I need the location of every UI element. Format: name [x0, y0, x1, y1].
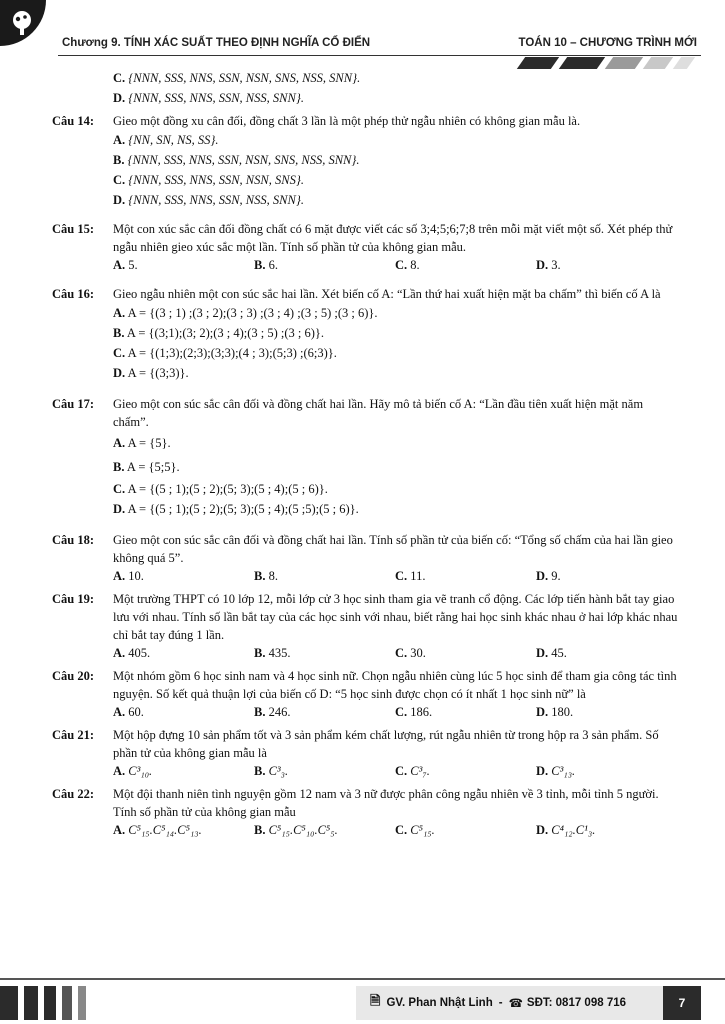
footer-rule	[0, 978, 725, 980]
option-line: B. {NNN, SSS, NNS, SSN, NSN, SNS, NSS, SNN}.	[113, 153, 360, 167]
teacher-name: GV. Phan Nhật Linh	[386, 997, 493, 1009]
header-rule	[58, 55, 701, 56]
option-line: A. A = {(3 ; 1) ;(3 ; 2);(3 ; 3) ;(3 ; 4) ;(3 ; 5) ;(3 ; 6)}.	[113, 306, 378, 320]
option-line: D. A = {(5 ; 1);(5 ; 2);(5; 3);(5 ; 4);(5 ;5);(5 ; 6)}.	[113, 502, 359, 516]
question: Câu 14: Gieo một đồng xu cân đối, đồng chất 3 lần là một phép thử ngẫu nhiên có không gian mẫu là.	[52, 114, 581, 128]
option-row: A. 5. B. 6. C. 8. D. 3.	[113, 258, 561, 272]
course-title: TOÁN 10 – CHƯƠNG TRÌNH MỚI	[518, 37, 697, 49]
question: Câu 21: Một hộp đựng 10 sản phẩm tốt và 3 sản phẩm kém chất lượng, rút ngẫu nhiên từ trong hộp ra 3 sản phẩm. Số phần tử của không gian mẫu là	[52, 728, 659, 760]
option-row: A. 405. B. 435. C. 30. D. 45.	[113, 646, 567, 660]
page-number: 7	[663, 986, 701, 1020]
option-row: A. C³₁₀. B. C³₃. C. C³₇. D. C³₁₃.	[113, 764, 576, 778]
question: Câu 15: Một con xúc sắc cân đối đồng chất có 6 mặt được viết các số 3;4;5;6;7;8 trên mỗi mặt viết một số. Xét phép thử ngẫu nhiên gieo xúc sắc một lần. Tính số phần tử của không gian mẫu.	[52, 222, 673, 254]
option-line: C. {NNN, SSS, NNS, SSN, NSN, SNS}.	[113, 173, 304, 187]
option-line: D. {NNN, SSS, NNS, SSN, NSS, SNN}.	[113, 193, 304, 207]
question: Câu 18: Gieo một con súc sắc cân đối và đồng chất hai lần. Tính số phần tử của biến cố: “Tổng số chấm của hai lần gieo không quá 5”.	[52, 533, 673, 565]
document-icon: 🗎	[370, 993, 381, 1008]
option-line: A. A = {5}.	[113, 436, 171, 450]
question: Câu 19: Một trường THPT có 10 lớp 12, mỗi lớp cử 3 học sinh tham gia vẽ tranh cổ động. Các lớp tiến hành bắt tay giao lưu với nhau. Tính số lần bắt tay của các học sinh với nhau, biết rằng hai học sinh khác nhau ở hai lớp khác nhau chỉ bắt tay đúng 1 lần.	[52, 592, 678, 642]
questions-body	[52, 68, 678, 840]
option-row: A. C⁵₁₅.C⁵₁₄.C⁵₁₃. B. C⁵₁₅.C⁵₁₀.C⁵₅. C. C⁵₁₅. D. C⁴₁₂.C¹₃.	[113, 823, 596, 837]
option-row: A. 60. B. 246. C. 186. D. 180.	[113, 705, 574, 719]
phone-icon: ☎	[508, 998, 523, 1010]
option-line: C. {NNN, SSS, NNS, SSN, NSN, SNS, NSS, SNN}.	[113, 71, 361, 85]
question: Câu 20: Một nhóm gồm 6 học sinh nam và 4 học sinh nữ. Chọn ngẫu nhiên cùng lúc 5 học sinh để tham gia công tác tình nguyện. Số kết quả thuận lợi của biến cố D: “5 học sinh được chọn có ít nhất 1 học sinh nữ” là	[52, 669, 677, 701]
option-row: A. 10. B. 8. C. 11. D. 9.	[113, 569, 561, 583]
option-line: C. A = {(1;3);(2;3);(3;3);(4 ; 3);(5;3) ;(6;3)}.	[113, 346, 337, 360]
option-line: D. {NNN, SSS, NNS, SSN, NSS, SNN}.	[113, 91, 304, 105]
option-line: B. A = {(3;1);(3; 2);(3 ; 4);(3 ; 5) ;(3 ; 6)}.	[113, 326, 325, 340]
option-line: C. A = {(5 ; 1);(5 ; 2);(5; 3);(5 ; 4);(5 ; 6)}.	[113, 482, 328, 496]
option-line: A. {NN, SN, NS, SS}.	[113, 133, 219, 147]
chapter-title: Chương 9. TÍNH XÁC SUẤT THEO ĐỊNH NGHĨA CỔ ĐIỂN	[62, 37, 371, 49]
brand-logo	[0, 0, 46, 46]
option-line: D. A = {(3;3)}.	[113, 366, 189, 380]
footer-info	[356, 986, 663, 1020]
phone-number: SĐT: 0817 098 716	[526, 997, 627, 1009]
page-footer	[0, 978, 725, 1024]
footer-separator: -	[498, 997, 503, 1009]
question: Câu 17: Gieo một con súc sắc cân đối và đồng chất hai lần. Hãy mô tả biến cố A: “Lần đầu tiên xuất hiện mặt năm chấm”.	[52, 397, 644, 429]
tree-icon	[7, 8, 37, 38]
question: Câu 22: Một đội thanh niên tình nguyện gồm 12 nam và 3 nữ được phân công ngẫu nhiên về 3 tỉnh, mỗi tỉnh 5 người. Tính số phần tử của không gian mẫu	[52, 787, 659, 819]
option-line: B. A = {5;5}.	[113, 460, 180, 474]
question: Câu 16: Gieo ngẫu nhiên một con súc sắc hai lần. Xét biến cố A: “Lần thứ hai xuất hiện mặt ba chấm” thì biến cố A là	[52, 287, 661, 301]
